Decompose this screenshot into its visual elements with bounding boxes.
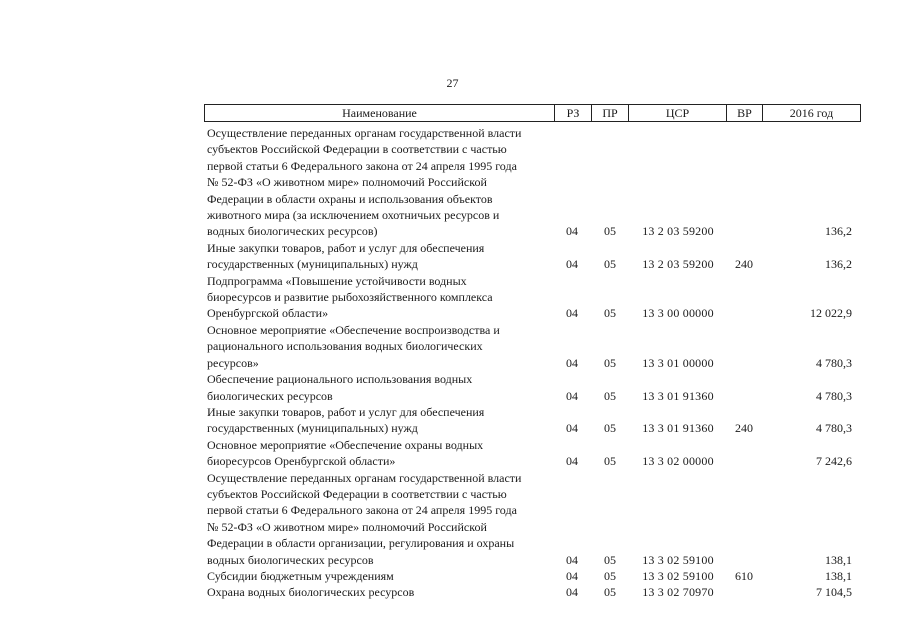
row-name-line: биоресурсов и развитие рыбохозяйственного комплекса (207, 290, 493, 305)
row-name-line: ресурсов» (207, 355, 259, 370)
row-name-line: Федерации в области охраны и использования объектов (207, 191, 493, 206)
row-name-line: первой статьи 6 Федерального закона от 24 апреля 1995 года (207, 503, 517, 518)
cell-amount: 7 242,6 (816, 454, 852, 469)
table-row (0, 437, 905, 470)
cell-pr: 05 (604, 421, 616, 436)
row-name-line: животного мира (за исключением охотничьих ресурсов и (207, 208, 500, 223)
row-name-line: № 52-ФЗ «О животном мире» полномочий Российской (207, 175, 487, 190)
cell-csr: 13 3 02 00000 (642, 454, 714, 469)
row-name (207, 470, 547, 568)
cell-csr: 13 2 03 59200 (642, 257, 714, 272)
header-rz: РЗ (554, 104, 592, 122)
cell-pr: 05 (604, 224, 616, 239)
cell-csr: 13 3 02 59100 (642, 568, 714, 583)
cell-csr: 13 2 03 59200 (642, 224, 714, 239)
table-row (0, 273, 905, 322)
row-name-line: Осуществление переданных органам государственной власти (207, 126, 522, 140)
row-name-line: Основное мероприятие «Обеспечение воспроизводства и (207, 322, 500, 337)
table-row (0, 470, 905, 568)
row-name-line: первой статьи 6 Федерального закона от 24 апреля 1995 года (207, 158, 517, 173)
row-name-line: Охрана водных биологических ресурсов (207, 585, 415, 600)
cell-pr: 05 (604, 552, 616, 567)
cell-amount: 4 780,3 (816, 355, 852, 370)
row-name-line: субъектов Российской Федерации в соответствии с частью (207, 142, 507, 157)
table-row (0, 568, 905, 584)
table-row (0, 404, 905, 437)
row-name (207, 437, 547, 470)
cell-rz: 04 (566, 454, 578, 469)
row-name-line: Основное мероприятие «Обеспечение охраны водных (207, 437, 484, 452)
table-row (0, 322, 905, 371)
cell-pr: 05 (604, 568, 616, 583)
header-year: 2016 год (762, 104, 861, 122)
cell-amount: 4 780,3 (816, 388, 852, 403)
cell-pr: 05 (604, 257, 616, 272)
cell-pr: 05 (604, 585, 616, 600)
row-name-line: Субсидии бюджетным учреждениям (207, 568, 394, 583)
cell-amount: 12 022,9 (810, 306, 852, 321)
row-name (207, 404, 547, 437)
cell-amount: 136,2 (825, 257, 852, 272)
row-name (207, 240, 547, 273)
cell-pr: 05 (604, 306, 616, 321)
row-name-line: Оренбургской области» (207, 306, 329, 321)
cell-rz: 04 (566, 585, 578, 600)
row-name-line: водных биологических ресурсов (207, 552, 374, 567)
cell-pr: 05 (604, 454, 616, 469)
header-vr: ВР (726, 104, 763, 122)
row-name (207, 371, 547, 404)
header-csr: ЦСР (628, 104, 727, 122)
row-name-line: биоресурсов Оренбургской области» (207, 454, 396, 469)
page-number: 27 (446, 76, 459, 90)
row-name (207, 322, 547, 371)
table-row (0, 125, 905, 240)
row-name-line: государственных (муниципальных) нужд (207, 257, 418, 272)
cell-amount: 4 780,3 (816, 421, 852, 436)
row-name-line: субъектов Российской Федерации в соответствии с частью (207, 486, 507, 501)
row-name-line: Подпрограмма «Повышение устойчивости водных (207, 273, 467, 288)
header-pr: ПР (591, 104, 629, 122)
table-row (0, 584, 905, 600)
cell-amount: 136,2 (825, 224, 852, 239)
table-row (0, 240, 905, 273)
cell-amount: 138,1 (825, 568, 852, 583)
cell-rz: 04 (566, 552, 578, 567)
table-row (0, 371, 905, 404)
row-name-line: рационального использования водных биологических (207, 339, 483, 354)
cell-pr: 05 (604, 388, 616, 403)
cell-rz: 04 (566, 224, 578, 239)
cell-vr: 240 (735, 421, 753, 436)
cell-rz: 04 (566, 568, 578, 583)
cell-amount: 7 104,5 (816, 585, 852, 600)
row-name-line: Обеспечение рационального использования водных (207, 372, 473, 387)
row-name (207, 584, 547, 600)
cell-amount: 138,1 (825, 552, 852, 567)
row-name-line: № 52-ФЗ «О животном мире» полномочий Российской (207, 519, 487, 534)
row-name-line: Иные закупки товаров, работ и услуг для обеспечения (207, 404, 485, 419)
cell-csr: 13 3 01 91360 (642, 388, 714, 403)
cell-csr: 13 3 02 59100 (642, 552, 714, 567)
row-name (207, 568, 547, 584)
cell-csr: 13 3 02 70970 (642, 585, 714, 600)
cell-rz: 04 (566, 421, 578, 436)
row-name-line: биологических ресурсов (207, 388, 333, 403)
row-name (207, 125, 547, 240)
row-name-line: Иные закупки товаров, работ и услуг для обеспечения (207, 240, 485, 255)
row-name-line: водных биологических ресурсов) (207, 224, 378, 239)
cell-csr: 13 3 01 00000 (642, 355, 714, 370)
row-name-line: Федерации в области организации, регулирования и охраны (207, 536, 515, 551)
cell-rz: 04 (566, 355, 578, 370)
cell-rz: 04 (566, 388, 578, 403)
row-name (207, 273, 547, 322)
cell-csr: 13 3 00 00000 (642, 306, 714, 321)
cell-rz: 04 (566, 257, 578, 272)
table-body (0, 125, 905, 601)
cell-vr: 610 (735, 568, 753, 583)
row-name-line: государственных (муниципальных) нужд (207, 421, 418, 436)
cell-vr: 240 (735, 257, 753, 272)
row-name-line: Осуществление переданных органам государственной власти (207, 470, 522, 485)
cell-rz: 04 (566, 306, 578, 321)
cell-csr: 13 3 01 91360 (642, 421, 714, 436)
header-name: Наименование (204, 104, 555, 122)
cell-pr: 05 (604, 355, 616, 370)
